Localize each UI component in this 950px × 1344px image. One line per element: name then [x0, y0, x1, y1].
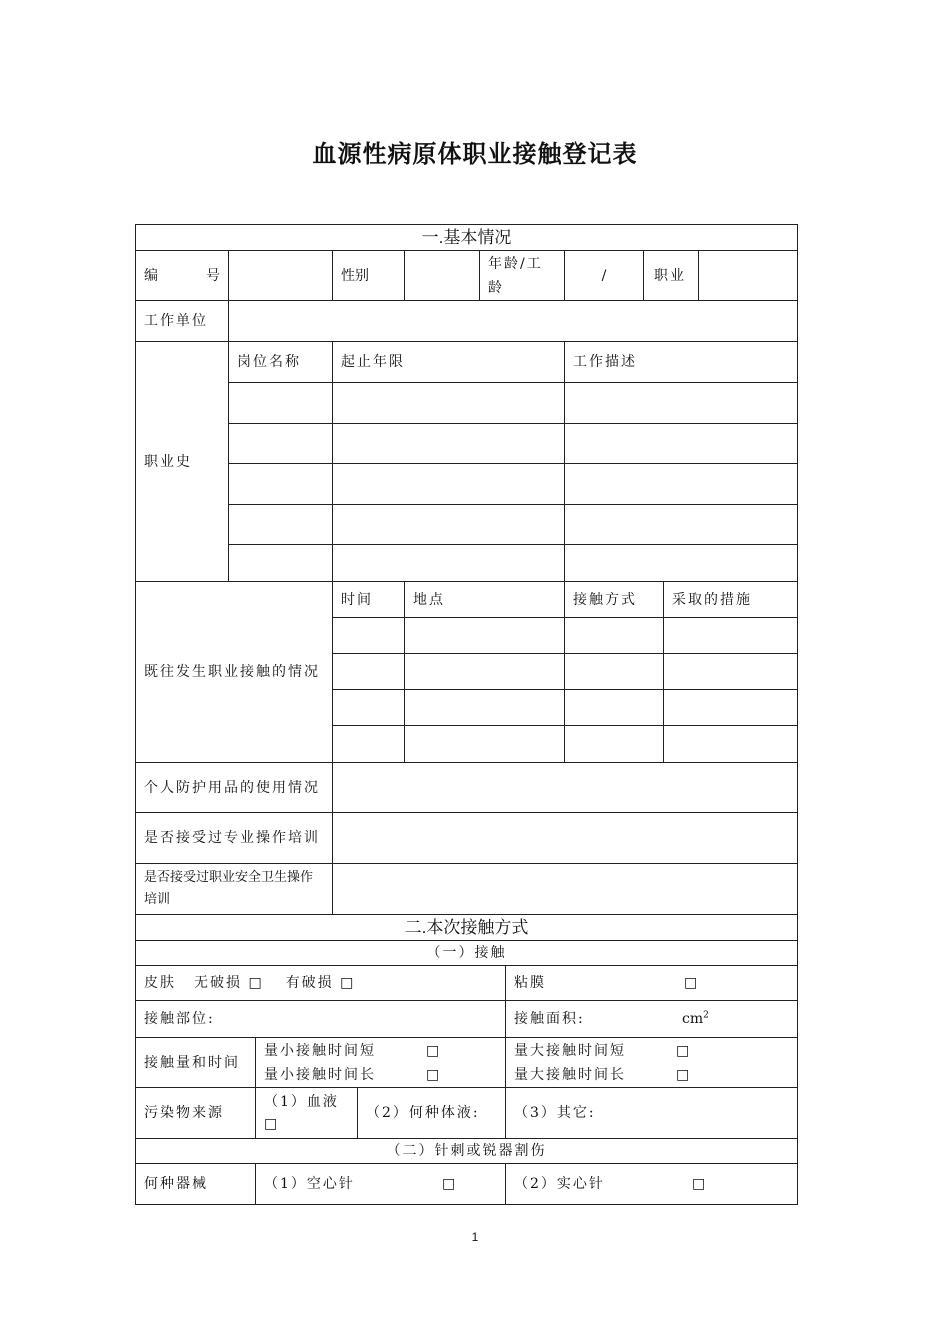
past-cell[interactable] — [332, 689, 405, 726]
ppe-label: 个人防护用品的使用情况 — [135, 762, 333, 813]
past-cell[interactable] — [663, 689, 798, 726]
training-field[interactable] — [332, 812, 798, 864]
past-cell[interactable] — [663, 725, 798, 763]
blood-option[interactable]: （1）血液 □ — [255, 1087, 358, 1139]
subsection-contact: （一）接触 — [135, 940, 798, 966]
history-cell[interactable] — [564, 423, 798, 464]
history-cell[interactable] — [332, 423, 565, 464]
unit-field[interactable] — [228, 300, 798, 342]
contact-area-label: 接触面积: — [514, 1011, 585, 1027]
past-cell[interactable] — [404, 617, 565, 654]
hollow-needle-option[interactable]: （1）空心针 □ — [255, 1163, 506, 1205]
other-source-option[interactable]: （3）其它: — [505, 1087, 798, 1139]
gender-label: 性别 — [332, 250, 405, 301]
contact-site-label[interactable]: 接触部位: — [135, 1000, 506, 1038]
page-number: 1 — [471, 1230, 479, 1244]
history-cell[interactable] — [564, 504, 798, 545]
mucosa-checkbox[interactable]: □ — [684, 975, 700, 991]
large-long-option[interactable]: 量大接触时间长 □ — [514, 1066, 692, 1083]
past-cell[interactable] — [564, 725, 664, 763]
mucosa-label: 粘膜 — [514, 975, 546, 991]
history-label: 职业史 — [135, 341, 229, 582]
history-cell[interactable] — [228, 544, 333, 582]
subsection-needlestick: （二）针刺或锐器割伤 — [135, 1138, 798, 1164]
past-cell[interactable] — [564, 653, 664, 690]
ppe-field[interactable] — [332, 762, 798, 813]
history-cell[interactable] — [564, 382, 798, 424]
past-cell[interactable] — [332, 653, 405, 690]
history-cell[interactable] — [332, 504, 565, 545]
small-long-option[interactable]: 量小接触时间长 □ — [264, 1066, 442, 1083]
contact-area-row[interactable] — [505, 1000, 798, 1038]
history-col-position: 岗位名称 — [228, 341, 333, 383]
past-col-method: 接触方式 — [564, 581, 664, 618]
past-cell[interactable] — [404, 689, 565, 726]
id-label: 编 号 — [135, 250, 229, 301]
history-cell[interactable] — [228, 382, 333, 424]
unit-label: 工作单位 — [135, 300, 229, 342]
history-cell[interactable] — [228, 463, 333, 505]
skin-label: 皮肤 — [144, 975, 176, 991]
small-amount-options — [255, 1037, 506, 1088]
gender-field[interactable] — [404, 250, 480, 301]
past-exposure-label: 既往发生职业接触的情况 — [135, 581, 333, 763]
past-cell[interactable] — [564, 689, 664, 726]
history-cell[interactable] — [228, 423, 333, 464]
source-label: 污染物来源 — [135, 1087, 256, 1139]
id-field[interactable] — [228, 250, 333, 301]
section2-heading: 二.本次接触方式 — [135, 914, 798, 941]
skin-row — [135, 965, 506, 1001]
history-cell[interactable] — [564, 544, 798, 582]
past-col-place: 地点 — [404, 581, 565, 618]
job-label: 职业 — [643, 250, 699, 301]
job-field[interactable] — [698, 250, 798, 301]
age-field[interactable]: / — [564, 250, 644, 301]
history-col-description: 工作描述 — [564, 341, 798, 383]
page-title: 血源性病原体职业接触登记表 — [312, 139, 638, 168]
history-cell[interactable] — [332, 382, 565, 424]
past-cell[interactable] — [332, 725, 405, 763]
history-cell[interactable] — [564, 463, 798, 505]
amount-time-label: 接触量和时间 — [135, 1037, 256, 1088]
past-col-measures: 采取的措施 — [663, 581, 798, 618]
section1-heading: 一.基本情况 — [135, 224, 798, 251]
age-label: 年龄/工龄 — [479, 250, 565, 301]
body-fluid-option[interactable]: （2）何种体液: — [357, 1087, 506, 1139]
history-cell[interactable] — [332, 463, 565, 505]
solid-needle-option[interactable]: （2）实心针 □ — [505, 1163, 798, 1205]
past-cell[interactable] — [564, 617, 664, 654]
small-short-option[interactable]: 量小接触时间短 □ — [264, 1042, 442, 1059]
history-cell[interactable] — [332, 544, 565, 582]
break-option[interactable]: 有破损 □ — [285, 975, 356, 991]
device-label: 何种器械 — [135, 1163, 256, 1205]
safety-training-field[interactable] — [332, 863, 798, 915]
mucosa-row — [505, 965, 798, 1001]
past-cell[interactable] — [663, 653, 798, 690]
training-label: 是否接受过专业操作培训 — [135, 812, 333, 864]
past-cell[interactable] — [332, 617, 405, 654]
past-cell[interactable] — [663, 617, 798, 654]
large-short-option[interactable]: 量大接触时间短 □ — [514, 1042, 692, 1059]
history-col-period: 起止年限 — [332, 341, 565, 383]
no-break-option[interactable]: 无破损 □ — [194, 975, 264, 991]
safety-training-label: 是否接受过职业安全卫生操作培训 — [135, 863, 333, 915]
large-amount-options — [505, 1037, 798, 1088]
past-col-time: 时间 — [332, 581, 405, 618]
past-cell[interactable] — [404, 725, 565, 763]
area-unit: $cm^2$ — [682, 1010, 709, 1027]
history-cell[interactable] — [228, 504, 333, 545]
past-cell[interactable] — [404, 653, 565, 690]
